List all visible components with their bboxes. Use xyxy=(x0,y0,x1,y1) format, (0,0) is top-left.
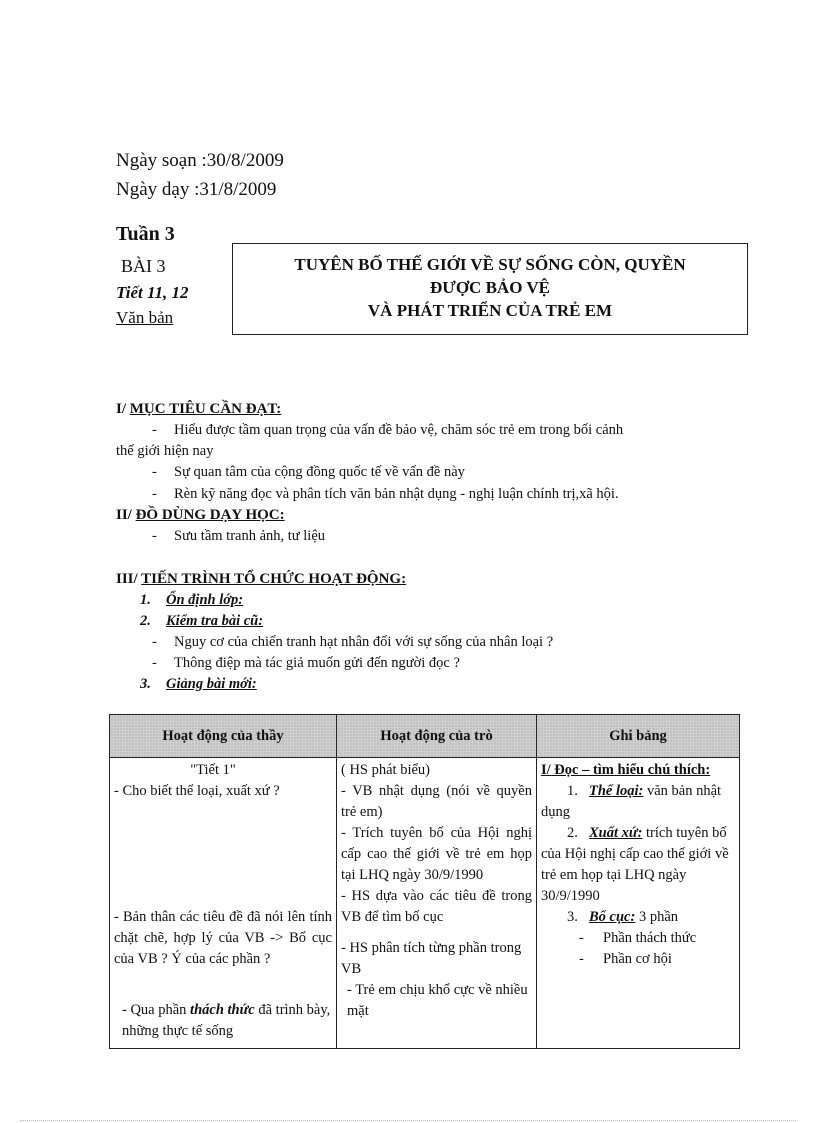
student-answer-4: - HS dựa vào các tiêu đề trong VB để tìm bố cục xyxy=(341,888,532,925)
teacher-activity-cell xyxy=(110,758,337,1049)
header-student-activity: Hoạt động của trò xyxy=(337,715,537,758)
section-2-heading: II/ ĐỒ DÙNG DẠY HỌC: xyxy=(116,507,285,523)
lesson-title-line3: VÀ PHÁT TRIỂN CỦA TRẺ EM xyxy=(367,301,613,320)
board-subitem-1: - Phần thách thức xyxy=(579,930,697,946)
review-question-2: - Thông điệp mà tác giả muốn gửi đến người đọc ? xyxy=(152,655,460,671)
objective-item-1-cont: thế giới hiện nay xyxy=(116,443,214,459)
board-heading: I/ Đọc – tìm hiểu chú thích: xyxy=(541,762,711,778)
section-1-title: MỤC TIÊU CẦN ĐẠT: xyxy=(129,401,282,417)
board-subitem-2: - Phần cơ hội xyxy=(579,951,672,967)
teacher-question-1: - Cho biết thể loại, xuất xứ ? xyxy=(114,783,280,799)
student-answer-3: - Trích tuyên bố của Hội nghị cấp cao thế giới về trẻ em họp tại LHQ ngày 30/9/1990 xyxy=(341,825,532,883)
section-1-prefix: I/ xyxy=(116,401,130,417)
review-question-1: - Nguy cơ của chiến tranh hạt nhân đối với sự sống của nhân loại ? xyxy=(152,634,554,650)
board-item-3: 3. Bố cục: 3 phần xyxy=(567,909,678,925)
table-row xyxy=(110,758,740,1049)
objective-item-3: - Rèn kỹ năng đọc và phân tích văn bản nhật dụng - nghị luận chính trị,xã hội. xyxy=(152,486,619,502)
week-label: Tuần 3 xyxy=(116,223,175,245)
section-1-heading xyxy=(116,401,281,418)
period-1-label: "Tiết 1" xyxy=(190,762,236,778)
teacher-question-3: - Qua phần thách thức đã trình bày, những thực tế sống xyxy=(122,1002,331,1039)
board-notes-cell xyxy=(537,758,740,1049)
student-answer-6: - Trẻ em chịu khổ cực về nhiều mặt xyxy=(347,982,528,1019)
teach-date: Ngày dạy :31/8/2009 xyxy=(116,179,277,200)
lesson-title-line1: TUYÊN BỐ THẾ GIỚI VỀ SỰ SỐNG CÒN, QUYỀN xyxy=(294,255,686,274)
student-answer-2: - VB nhật dụng (nói về quyền trẻ em) xyxy=(341,783,532,820)
header-teacher-activity: Hoạt động của thầy xyxy=(110,715,337,758)
step-3: 3. Giảng bài mới: xyxy=(140,676,257,692)
text-type-label: Văn bản xyxy=(116,308,174,327)
step-1: 1. Ổn định lớp: xyxy=(140,592,244,608)
board-item-1-cont: dụng xyxy=(541,804,570,820)
board-item-2-cont: của Hội nghị cấp cao thế giới về trẻ em họp tại LHQ ngày 30/9/1990 xyxy=(541,846,729,904)
page-bottom-divider xyxy=(20,1120,796,1121)
section-3-heading: III/ TIẾN TRÌNH TỔ CHỨC HOẠT ĐỘNG: xyxy=(116,571,407,587)
period-label: Tiết 11, 12 xyxy=(116,283,189,302)
header-board-notes: Ghi bảng xyxy=(537,715,740,758)
board-item-1: 1. Thể loại: văn bản nhật xyxy=(567,783,722,799)
objective-item-1: - Hiểu được tầm quan trọng của vấn đề bảo vệ, chăm sóc trẻ em trong bối cảnh xyxy=(152,422,624,438)
board-item-2: 2. Xuất xứ: trích tuyên bố xyxy=(567,825,727,841)
table-header-row xyxy=(110,715,740,758)
step-2: 2. Kiểm tra bài cũ: xyxy=(140,613,264,629)
activity-table xyxy=(109,714,740,1049)
lesson-label: BÀI 3 xyxy=(121,256,166,276)
objective-item-2: - Sự quan tâm của cộng đồng quốc tế về vấn đề này xyxy=(152,464,465,480)
student-activity-cell xyxy=(337,758,537,1049)
student-answer-5: - HS phân tích từng phần trong VB xyxy=(341,940,522,977)
student-answer-1: ( HS phát biểu) xyxy=(341,762,430,778)
materials-item-1: - Sưu tầm tranh ảnh, tư liệu xyxy=(152,528,326,544)
prep-date: Ngày soạn :30/8/2009 xyxy=(116,150,284,171)
lesson-title-line2: ĐƯỢC BẢO VỆ xyxy=(430,278,550,297)
teacher-question-2: - Bản thân các tiêu đề đã nói lên tính chặt chẽ, hợp lý của VB -> Bố cục của VB ? Ý của các phần ? xyxy=(114,909,332,967)
lesson-title-box xyxy=(232,243,748,335)
